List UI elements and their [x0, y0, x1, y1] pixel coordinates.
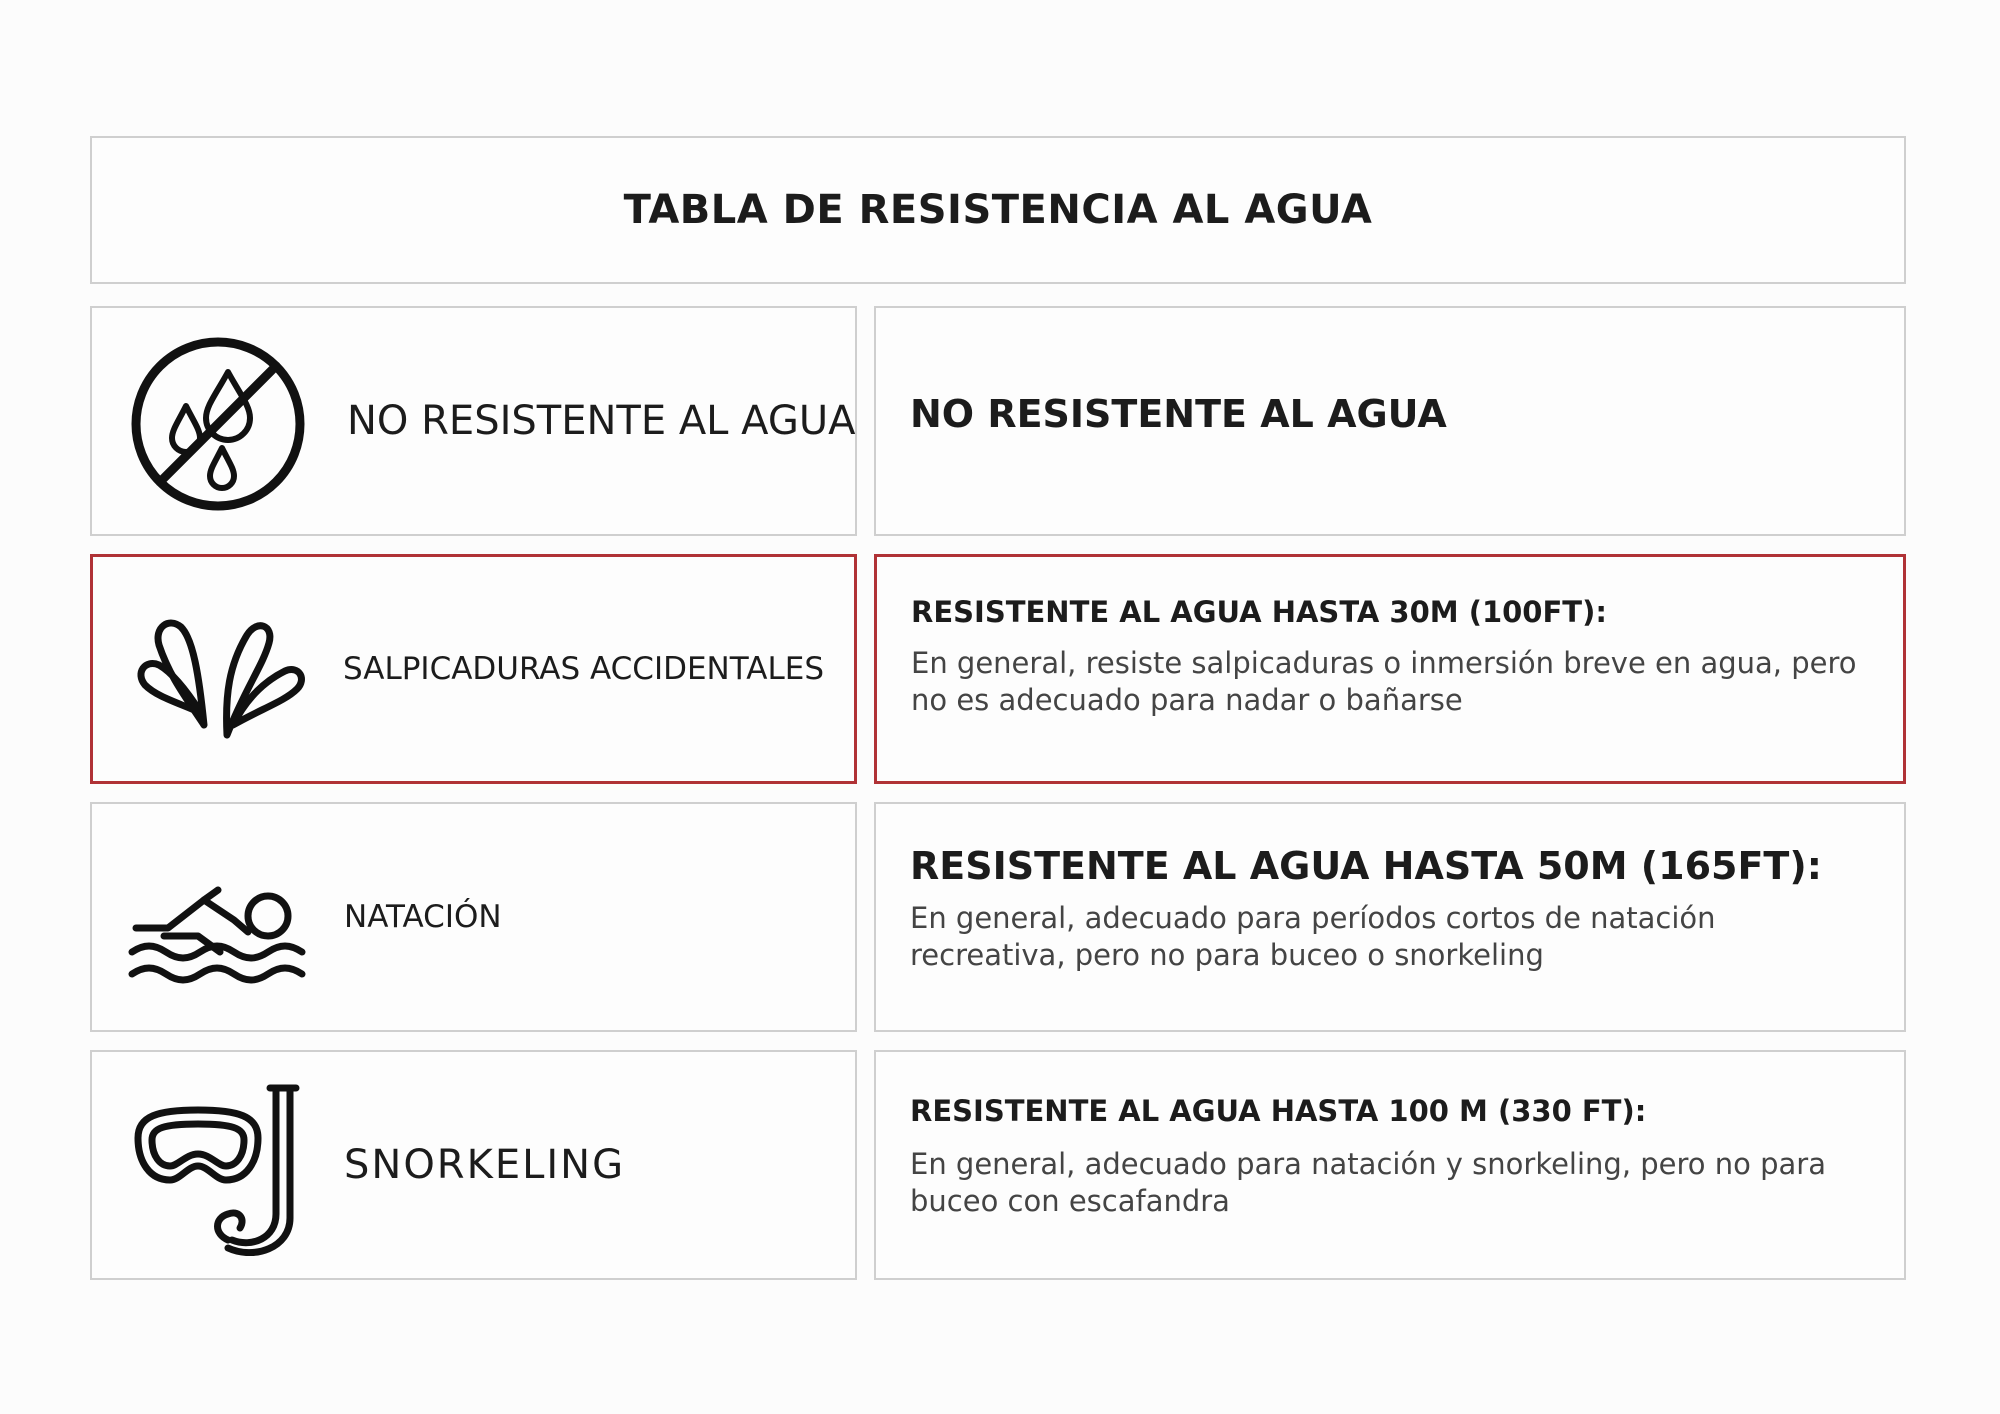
row-description: En general, resiste salpicaduras o inmersión breve en agua, pero no es adecuado para nadar o bañarse [911, 646, 1857, 717]
row-description: En general, adecuado para natación y snorkeling, pero no para buceo con escafandra [910, 1147, 1826, 1218]
no-water-drops-icon [128, 336, 308, 512]
row-natacion-detail-cell [874, 802, 1906, 1032]
row-heading: NO RESISTENTE AL AGUA [910, 392, 1447, 436]
row-no-resistente-label-cell [90, 306, 857, 536]
page-title: TABLA DE RESISTENCIA AL AGUA [623, 187, 1373, 233]
row-snorkeling-label-cell [90, 1050, 857, 1280]
row-label: NATACIÓN [344, 899, 502, 935]
row-label: SNORKELING [344, 1142, 626, 1188]
row-label: NO RESISTENTE AL AGUA [347, 398, 856, 444]
row-salpicaduras-detail-cell [874, 554, 1906, 784]
water-splash-icon [129, 585, 309, 761]
row-heading: RESISTENTE AL AGUA HASTA 100 M (330 FT): [910, 1094, 1647, 1128]
row-salpicaduras-label-cell [90, 554, 857, 784]
row-description: En general, adecuado para períodos cortos de natación recreativa, pero no para buceo o snorkeling [910, 901, 1716, 972]
swimmer-icon [128, 832, 308, 1008]
row-snorkeling-detail-cell [874, 1050, 1906, 1280]
row-label: SALPICADURAS ACCIDENTALES [343, 651, 825, 687]
table-title-box [90, 136, 1906, 284]
row-heading: RESISTENTE AL AGUA HASTA 30M (100FT): [911, 595, 1607, 629]
row-heading: RESISTENTE AL AGUA HASTA 50M (165FT): [910, 844, 1822, 888]
snorkel-mask-icon [128, 1080, 308, 1256]
row-no-resistente-detail-cell [874, 306, 1906, 536]
row-natacion-label-cell [90, 802, 857, 1032]
